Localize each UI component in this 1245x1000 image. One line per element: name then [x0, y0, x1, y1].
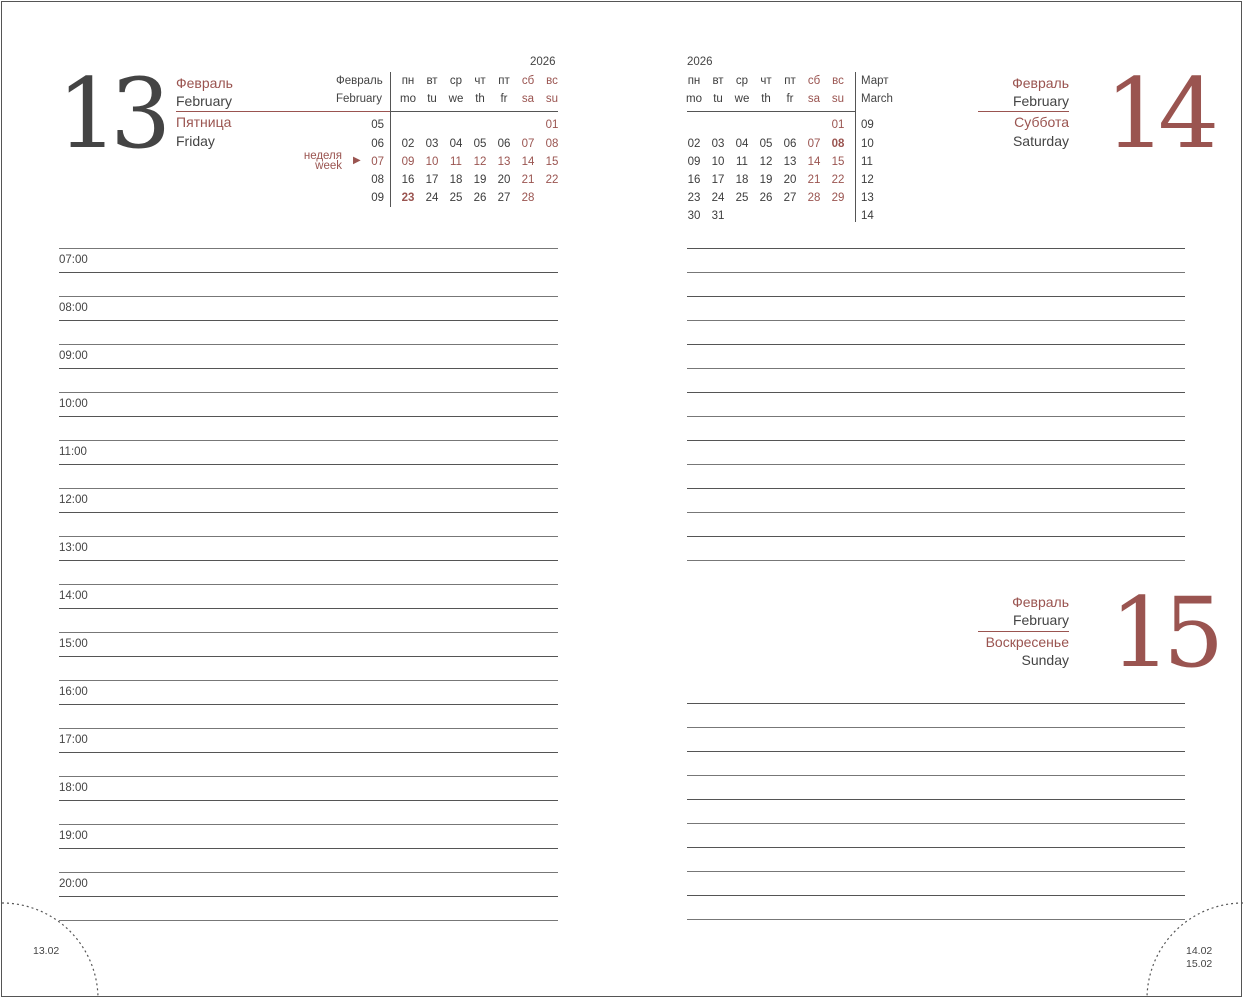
- time-label: 20:00: [59, 878, 88, 890]
- schedule-line: [59, 776, 558, 777]
- note-line: [687, 392, 1185, 393]
- note-line: [687, 248, 1185, 249]
- cal-day: 02: [401, 138, 415, 150]
- month-en-second: February: [1012, 612, 1069, 628]
- time-label: 18:00: [59, 782, 88, 794]
- note-line: [687, 296, 1185, 297]
- cal-day: 17: [711, 174, 725, 186]
- schedule-line: [59, 680, 558, 681]
- note-line: [687, 272, 1185, 273]
- cal-day: 18: [449, 174, 463, 186]
- cal-day: 01: [831, 119, 845, 131]
- schedule-line: [59, 368, 558, 369]
- cal-day: 12: [473, 156, 487, 168]
- cal-dayname-en: sa: [521, 93, 535, 105]
- cal-day: 02: [687, 138, 701, 150]
- cal-day: 19: [473, 174, 487, 186]
- note-line: [687, 320, 1185, 321]
- note-line: [687, 464, 1185, 465]
- cal-header-line-right: [687, 111, 855, 112]
- cal-day: 04: [735, 138, 749, 150]
- cal-dayname-ru: пн: [687, 75, 701, 87]
- schedule-line: [59, 728, 558, 729]
- cal-dayname-en: mo: [400, 93, 416, 105]
- time-label: 10:00: [59, 398, 88, 410]
- note-line: [687, 488, 1185, 489]
- schedule-line: [59, 320, 558, 321]
- cal-day: 22: [545, 174, 559, 186]
- footer-date-left: 13.02: [33, 945, 60, 957]
- cal-dayname-ru: вт: [712, 75, 724, 87]
- cal-day: 31: [711, 210, 725, 222]
- cal-day: 25: [449, 192, 463, 204]
- cal-day: 08: [831, 138, 845, 150]
- schedule-line: [59, 536, 558, 537]
- cal-dayname-en: we: [448, 93, 464, 105]
- cal-dayname-en: tu: [713, 93, 723, 105]
- month-ru-left: Февраль: [176, 75, 233, 91]
- cal-day: 23: [401, 192, 415, 204]
- cal-day: 17: [425, 174, 439, 186]
- cal-dayname-en: su: [545, 93, 559, 105]
- cal-dayname-ru: пт: [784, 75, 796, 87]
- cal-day: 05: [473, 138, 487, 150]
- cal-day: 15: [831, 156, 845, 168]
- cal-day: 06: [497, 138, 511, 150]
- cal-dayname-en: tu: [427, 93, 437, 105]
- cal-dayname-ru: пт: [498, 75, 510, 87]
- cal-week-number: 05: [371, 119, 384, 131]
- schedule-line: [59, 560, 558, 561]
- note-line: [687, 751, 1185, 752]
- cal-month-ru-left: Февраль: [336, 75, 383, 87]
- cal-day: 10: [711, 156, 725, 168]
- note-line: [687, 344, 1185, 345]
- note-line: [687, 368, 1185, 369]
- cal-header-line-left: [390, 111, 558, 112]
- weekday-en-second: Sunday: [1021, 652, 1069, 668]
- note-line: [687, 775, 1185, 776]
- year-left: 2026: [530, 56, 556, 68]
- day-number-second: 15: [1110, 577, 1217, 689]
- schedule-line: [59, 656, 558, 657]
- note-line: [687, 560, 1185, 561]
- cal-day: 18: [735, 174, 749, 186]
- note-line: [687, 871, 1185, 872]
- cal-day: 14: [807, 156, 821, 168]
- cal-day: 26: [759, 192, 773, 204]
- cal-week-number: 13: [861, 192, 874, 204]
- year-right: 2026: [687, 56, 713, 68]
- header-divider-right: [978, 111, 1069, 112]
- note-line: [687, 440, 1185, 441]
- cal-month-en-left: February: [336, 93, 383, 105]
- cal-day: 10: [425, 156, 439, 168]
- note-line: [687, 512, 1185, 513]
- cal-day: 09: [401, 156, 415, 168]
- week-label-ru: неделя: [303, 150, 342, 162]
- time-label: 14:00: [59, 590, 88, 602]
- schedule-line: [59, 488, 558, 489]
- cal-week-number: 08: [371, 174, 384, 186]
- cal-day: 15: [545, 156, 559, 168]
- month-ru-right: Февраль: [1012, 75, 1069, 91]
- time-label: 07:00: [59, 254, 88, 266]
- cal-day: 25: [735, 192, 749, 204]
- cal-day: 27: [497, 192, 511, 204]
- schedule-line: [59, 704, 558, 705]
- cal-dayname-ru: сб: [521, 75, 535, 87]
- cal-week-number: 07: [371, 156, 384, 168]
- cal-dayname-en: th: [475, 93, 485, 105]
- time-label: 11:00: [59, 446, 87, 458]
- cal-week-number: 12: [861, 174, 874, 186]
- weekday-en-left: Friday: [176, 133, 215, 149]
- note-line: [687, 799, 1185, 800]
- schedule-line: [59, 896, 558, 897]
- note-line: [687, 536, 1185, 537]
- cal-dayname-en: fr: [500, 93, 508, 105]
- schedule-line: [59, 800, 558, 801]
- cal-divider-right: [855, 72, 856, 222]
- cal-day: 16: [401, 174, 415, 186]
- cal-week-number: 14: [861, 210, 874, 222]
- month-en-right: February: [1012, 93, 1069, 109]
- cal-month-ru-right: Март: [861, 75, 889, 87]
- cal-dayname-en: fr: [786, 93, 794, 105]
- cal-day: 24: [711, 192, 725, 204]
- schedule-line: [59, 752, 558, 753]
- schedule-line: [59, 392, 558, 393]
- month-en-left: February: [176, 93, 233, 109]
- cal-week-number: 10: [861, 138, 874, 150]
- schedule-line: [59, 248, 558, 249]
- schedule-line: [59, 632, 558, 633]
- cal-week-number: 11: [861, 156, 873, 168]
- cal-day: 27: [783, 192, 797, 204]
- cal-day: 19: [759, 174, 773, 186]
- cal-day: 08: [545, 138, 559, 150]
- cal-dayname-en: we: [734, 93, 750, 105]
- schedule-line: [59, 824, 558, 825]
- cal-dayname-ru: вт: [426, 75, 438, 87]
- cal-day: 07: [807, 138, 821, 150]
- month-ru-second: Февраль: [1012, 594, 1069, 610]
- cal-dayname-ru: вс: [546, 75, 558, 87]
- schedule-line: [59, 512, 558, 513]
- time-label: 08:00: [59, 302, 88, 314]
- cal-day: 01: [545, 119, 559, 131]
- note-line: [687, 847, 1185, 848]
- cal-day: 06: [783, 138, 797, 150]
- note-line: [687, 823, 1185, 824]
- schedule-line: [59, 272, 558, 273]
- footer-date-right-1: 14.02: [1186, 945, 1213, 957]
- time-label: 19:00: [59, 830, 88, 842]
- cal-dayname-ru: вс: [832, 75, 844, 87]
- week-label-en: week: [315, 160, 342, 172]
- cal-day: 30: [687, 210, 701, 222]
- week-label: [300, 151, 342, 171]
- note-line: [687, 703, 1185, 704]
- cal-day: 05: [759, 138, 773, 150]
- weekday-ru-right: Суббота: [1014, 114, 1069, 130]
- day-number-right: 14: [1105, 58, 1212, 170]
- schedule-line: [59, 848, 558, 849]
- cal-day: 21: [521, 174, 535, 186]
- cal-dayname-ru: чт: [760, 75, 772, 87]
- cal-day: 13: [783, 156, 797, 168]
- cal-day: 23: [687, 192, 701, 204]
- time-label: 09:00: [59, 350, 88, 362]
- weekday-ru-left: Пятница: [176, 114, 232, 130]
- cal-week-number: 06: [371, 138, 384, 150]
- note-line: [687, 727, 1185, 728]
- cal-day: 12: [759, 156, 773, 168]
- cal-day: 26: [473, 192, 487, 204]
- cal-dayname-ru: пн: [401, 75, 415, 87]
- time-label: 12:00: [59, 494, 88, 506]
- weekday-ru-second: Воскресенье: [985, 634, 1069, 650]
- cal-day: 11: [736, 156, 748, 168]
- cal-divider-left: [390, 72, 391, 207]
- note-line: [687, 919, 1185, 920]
- cal-day: 09: [687, 156, 701, 168]
- cal-month-en-right: March: [861, 93, 893, 105]
- cal-day: 20: [783, 174, 797, 186]
- schedule-line: [59, 464, 558, 465]
- cal-day: 03: [425, 138, 439, 150]
- time-label: 15:00: [59, 638, 88, 650]
- cal-dayname-en: th: [761, 93, 771, 105]
- cal-day: 14: [521, 156, 535, 168]
- cal-dayname-en: sa: [807, 93, 821, 105]
- cal-dayname-ru: чт: [474, 75, 486, 87]
- cal-day: 22: [831, 174, 845, 186]
- schedule-line: [59, 872, 558, 873]
- weekday-en-right: Saturday: [1012, 133, 1069, 149]
- cal-dayname-en: su: [831, 93, 845, 105]
- cal-day: 24: [425, 192, 439, 204]
- note-line: [687, 895, 1185, 896]
- cal-day: 13: [497, 156, 511, 168]
- schedule-line: [59, 608, 558, 609]
- cal-day: 16: [687, 174, 701, 186]
- cal-dayname-ru: ср: [449, 75, 463, 87]
- cal-day: 21: [807, 174, 821, 186]
- cal-day: 07: [521, 138, 535, 150]
- cal-day: 11: [450, 156, 462, 168]
- schedule-line: [59, 584, 558, 585]
- header-divider-left: [176, 111, 390, 112]
- time-label: 13:00: [59, 542, 88, 554]
- cal-day: 04: [449, 138, 463, 150]
- schedule-line: [59, 440, 558, 441]
- cal-day: 28: [521, 192, 535, 204]
- cal-dayname-ru: сб: [807, 75, 821, 87]
- current-week-arrow-icon: ▶: [353, 155, 361, 166]
- cal-day: 03: [711, 138, 725, 150]
- cal-dayname-ru: ср: [735, 75, 749, 87]
- schedule-line: [59, 416, 558, 417]
- cal-week-number: 09: [371, 192, 384, 204]
- note-line: [687, 416, 1185, 417]
- day-number-left: 13: [57, 58, 164, 170]
- time-label: 17:00: [59, 734, 88, 746]
- footer-date-right-2: 15.02: [1186, 958, 1213, 970]
- time-label: 16:00: [59, 686, 88, 698]
- header-divider-second: [978, 631, 1069, 632]
- schedule-line: [59, 296, 558, 297]
- cal-day: 29: [831, 192, 845, 204]
- cal-day: 28: [807, 192, 821, 204]
- schedule-line: [59, 920, 558, 921]
- schedule-line: [59, 344, 558, 345]
- cal-week-number: 09: [861, 119, 874, 131]
- cal-day: 20: [497, 174, 511, 186]
- cal-dayname-en: mo: [686, 93, 702, 105]
